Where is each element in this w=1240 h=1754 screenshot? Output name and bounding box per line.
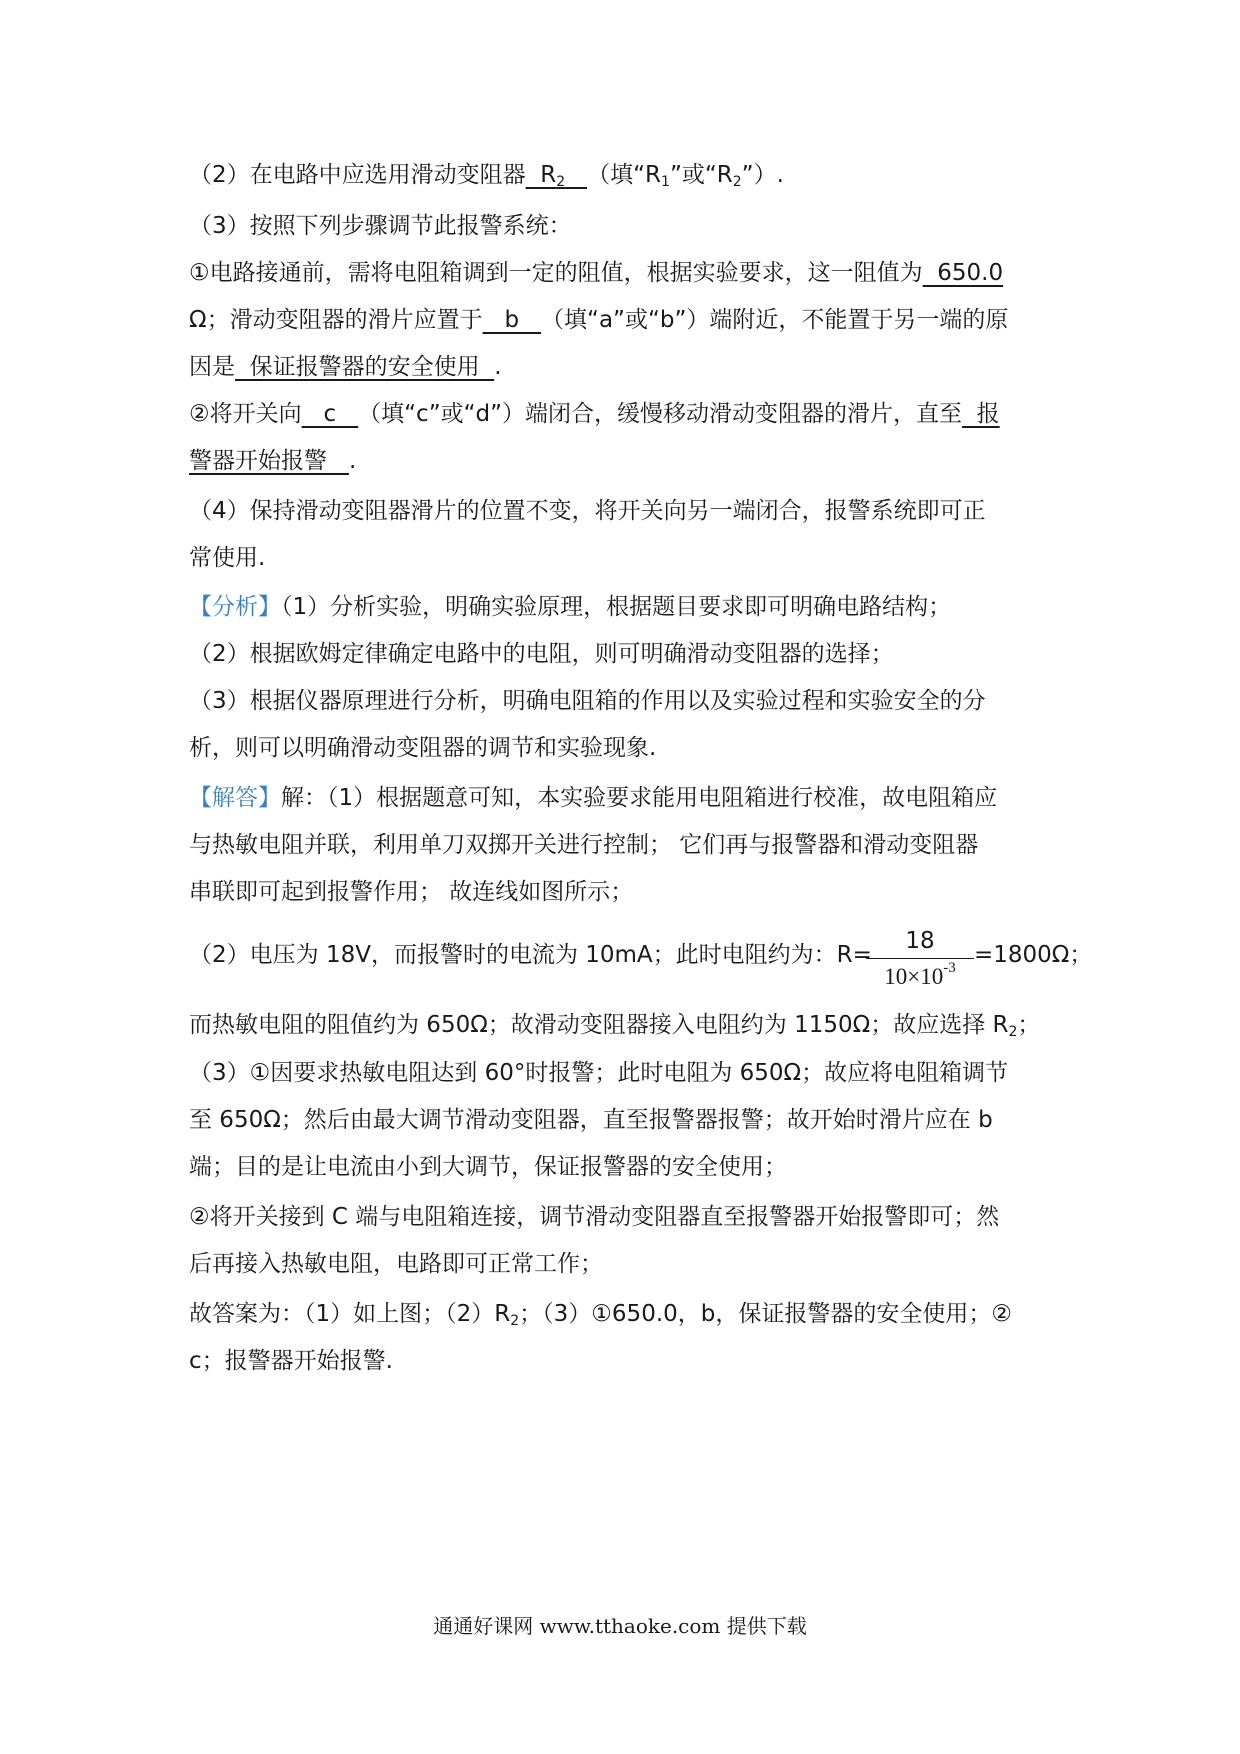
solution-line-2: 与热敏电阻并联，利用单刀双掷开关进行控制； 它们再与报警器和滑动变阻器 xyxy=(189,832,979,858)
step-1-line-3: 因是 保证报警器的安全使用 . xyxy=(189,354,502,380)
answer-blank-until: 报 xyxy=(962,401,1000,427)
fraction-denominator: $10\times 10^{-3}$ xyxy=(884,960,956,989)
analysis-tag: 【分析】 xyxy=(189,594,281,620)
solution-line-1: 【解答】解：（1）根据题意可知，本实验要求能用电阻箱进行校准，故电阻箱应 xyxy=(189,785,998,811)
answer-blank-r2: $R_2$ xyxy=(525,162,566,190)
fraction-bar xyxy=(866,958,974,959)
answer-blank-resistance: 650.0 xyxy=(922,260,1004,286)
solution-line-5: 而热敏电阻的阻值约为 650Ω；故滑动变阻器接入电阻约为 1150Ω；故应选择 $R_2$； xyxy=(189,1012,1041,1040)
step-2-line-1: ②将开关向 c （填“c”或“d”）端闭合，缓慢移动滑动变阻器的滑片，直至 报 xyxy=(189,401,1000,427)
answer-blank-reason: 保证报警器的安全使用 xyxy=(235,354,495,380)
step-1-line-2: Ω；滑动变阻器的滑片应置于 b （填“a”或“b”）端附近，不能置于另一端的原 xyxy=(189,307,1009,333)
question-4-line-2: 常使用. xyxy=(189,545,266,571)
page-footer: 通通好课网 www.tthaoke.com 提供下载 xyxy=(433,1614,807,1638)
resistance-fraction xyxy=(866,926,974,992)
final-answer-line-1: 故答案为：（1）如上图；$(2)R_2$；（3）①650.0，b，保证报警器的安全使用；② xyxy=(189,1301,1012,1329)
analysis-line-2: （2）根据欧姆定律确定电路中的电阻，则可明确滑动变阻器的选择； xyxy=(189,641,894,667)
solution-formula-left: （2）电压为 18V，而报警时的电流为 10mA；此时电阻约为：R= xyxy=(189,942,872,968)
answer-blank-switch: c xyxy=(301,401,359,427)
question-4-line-1: （4）保持滑动变阻器滑片的位置不变，将开关向另一端闭合，报警系统即可正 xyxy=(189,498,986,524)
solution-line-3: 串联即可起到报警作用； 故连线如图所示； xyxy=(189,879,634,905)
step-1-line-1: ①电路接通前，需将电阻箱调到一定的阻值，根据实验要求，这一阻值为 650.0 xyxy=(189,260,1004,286)
answer-blank-end: b xyxy=(482,307,542,333)
solution-formula-right: =1800Ω； xyxy=(974,942,1093,968)
step-2-line-2: 警器开始报警 . xyxy=(189,448,357,474)
final-answer-line-2: c；报警器开始报警. xyxy=(189,1348,393,1374)
solution-line-9: ②将开关接到 C 端与电阻箱连接，调节滑动变阻器直至报警器开始报警即可；然 xyxy=(189,1204,1000,1230)
solution-line-8: 端；目的是让电流由小到大调节，保证报警器的安全使用； xyxy=(189,1154,787,1180)
fraction-numerator: 18 xyxy=(905,928,935,954)
solution-line-10: 后再接入热敏电阻，电路即可正常工作； xyxy=(189,1251,603,1277)
analysis-line-4: 析，则可以明确滑动变阻器的调节和实验现象. xyxy=(189,735,657,761)
analysis-line-1: 【分析】（1）分析实验，明确实验原理，根据题目要求即可明确电路结构； xyxy=(189,594,952,620)
answer-blank-until-cont: 警器开始报警 xyxy=(189,448,349,474)
solution-line-7: 至 650Ω；然后由最大调节滑动变阻器，直至报警器报警；故开始时滑片应在 b xyxy=(189,1107,993,1133)
question-2-line: （2）在电路中应选用滑动变阻器 $R_2$ （填“$R_1$”或“$R_2$”）. xyxy=(189,162,784,190)
question-3-line: （3）按照下列步骤调节此报警系统： xyxy=(189,213,572,239)
analysis-line-3: （3）根据仪器原理进行分析，明确电阻箱的作用以及实验过程和实验安全的分 xyxy=(189,688,986,714)
solution-tag: 【解答】 xyxy=(189,785,281,811)
solution-line-6: （3）①因要求热敏电阻达到 60°时报警；此时电阻为 650Ω；故应将电阻箱调节 xyxy=(189,1060,1009,1086)
